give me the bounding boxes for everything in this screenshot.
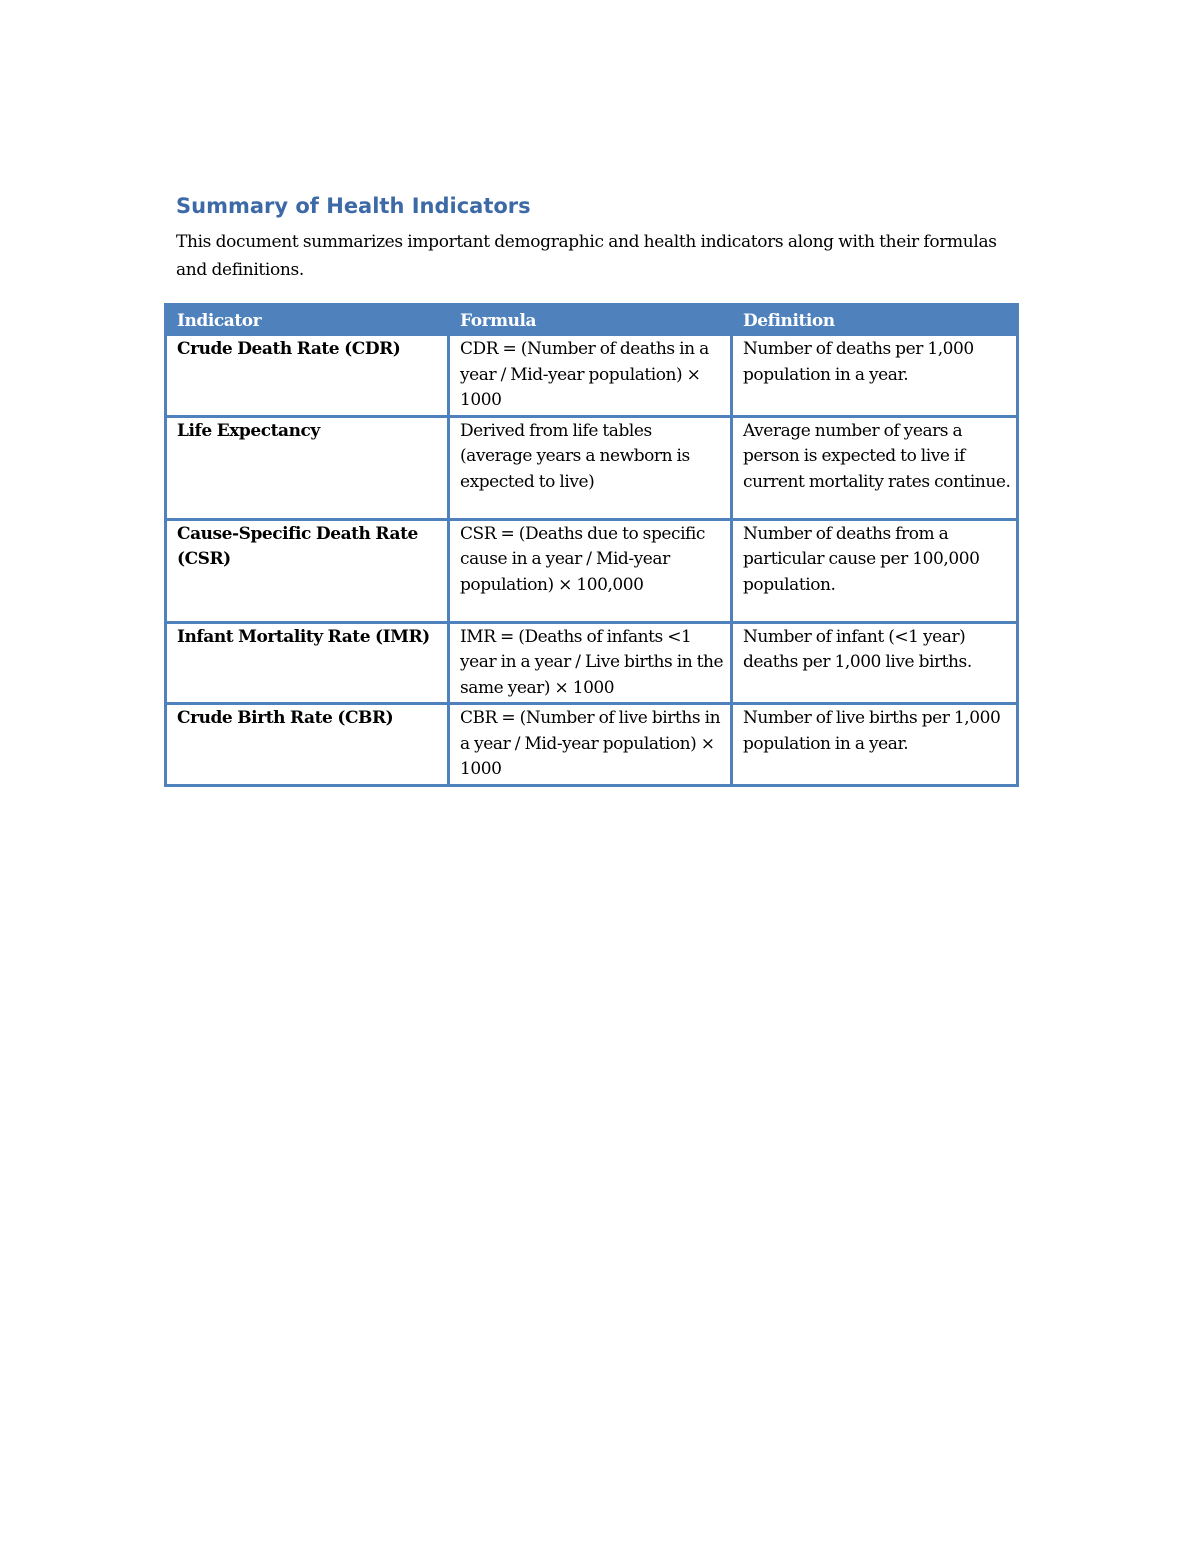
indicator-cell: Crude Death Rate (CDR) — [166, 335, 449, 417]
definition-cell: Number of deaths from a particular cause per 100,000 population. — [732, 519, 1018, 622]
table-row — [166, 335, 1018, 417]
definition-cell: Average number of years a person is expected to live if current mortality rates continue. — [732, 416, 1018, 519]
column-header-definition: Definition — [732, 305, 1018, 335]
formula-cell: Derived from life tables (average years a newborn is expected to live) — [449, 416, 732, 519]
table-row — [166, 416, 1018, 519]
intro-paragraph: This document summarizes important demographic and health indicators along with their formulas and definitions. — [176, 232, 997, 280]
table-row — [166, 704, 1018, 786]
column-header-indicator: Indicator — [166, 305, 449, 335]
formula-cell: CDR = (Number of deaths in a year / Mid-year population) × 1000 — [449, 335, 732, 417]
formula-cell: IMR = (Deaths of infants <1 year in a year / Live births in the same year) × 1000 — [449, 622, 732, 704]
document-title: Summary of Health Indicators — [176, 194, 531, 218]
formula-cell: CSR = (Deaths due to specific cause in a year / Mid-year population) × 100,000 — [449, 519, 732, 622]
table-row — [166, 622, 1018, 704]
indicator-cell: Crude Birth Rate (CBR) — [166, 704, 449, 786]
definition-cell: Number of infant (<1 year) deaths per 1,000 live births. — [732, 622, 1018, 704]
indicator-cell: Cause-Specific Death Rate (CSR) — [166, 519, 449, 622]
health-indicators-table — [164, 303, 1019, 787]
definition-cell: Number of live births per 1,000 population in a year. — [732, 704, 1018, 786]
table-row — [166, 519, 1018, 622]
formula-cell: CBR = (Number of live births in a year / Mid-year population) × 1000 — [449, 704, 732, 786]
definition-cell: Number of deaths per 1,000 population in a year. — [732, 335, 1018, 417]
indicator-cell: Infant Mortality Rate (IMR) — [166, 622, 449, 704]
indicator-cell: Life Expectancy — [166, 416, 449, 519]
table-header-row — [166, 305, 1018, 335]
column-header-formula: Formula — [449, 305, 732, 335]
